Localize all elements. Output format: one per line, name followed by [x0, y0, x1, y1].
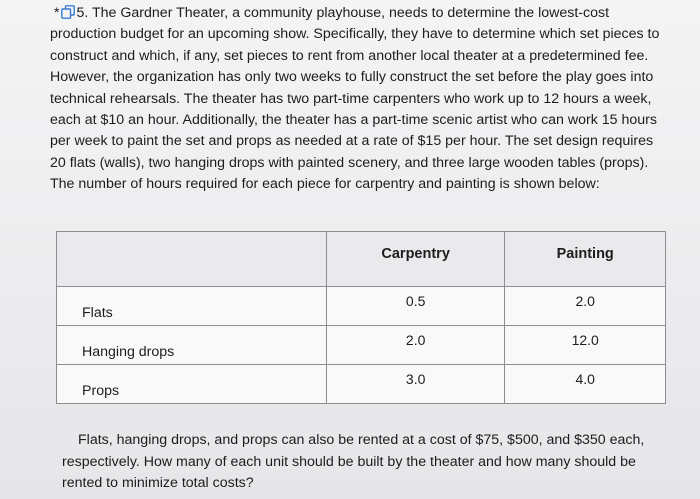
painting-value: 2.0 — [575, 293, 595, 309]
painting-cell — [505, 287, 666, 326]
painting-value: 12.0 — [571, 332, 599, 348]
required-marker: * — [54, 4, 60, 20]
header-empty — [57, 232, 327, 287]
painting-cell — [505, 326, 666, 365]
table-row — [57, 287, 666, 326]
header-painting: Painting — [505, 232, 666, 287]
row-label: Props — [82, 383, 120, 399]
row-label-cell — [57, 326, 327, 365]
copy-icon[interactable] — [61, 5, 75, 19]
carpentry-value: 3.0 — [405, 371, 426, 387]
table-row — [57, 365, 666, 404]
carpentry-cell — [326, 365, 505, 404]
header-carpentry: Carpentry — [326, 232, 505, 287]
carpentry-cell — [326, 287, 505, 326]
carpentry-cell — [326, 326, 505, 365]
problem-paragraph — [50, 2, 662, 196]
painting-cell — [505, 365, 666, 404]
painting-value: 4.0 — [575, 371, 595, 387]
row-label-cell — [57, 287, 327, 326]
rental-question — [62, 430, 662, 495]
carpentry-value: 0.5 — [405, 293, 426, 309]
carpentry-value: 2.0 — [405, 332, 426, 348]
problem-number: 5. — [76, 5, 89, 21]
problem-text: The Gardner Theater, a community playhouse, needs to determine the lowest-cost production budget for an upcoming show. Specifically, they have to determine which set pieces to construct and which, if any, set pieces to rent from another local theater at a predetermined fee. However, the organization has only two weeks to fully construct the set before the play goes into technical rehearsals. The theater has two part-time carpenters who work up to 12 hours a week, each at $10 an hour. Additionally, the theater has a part-time scenic artist who can work 15 hours per week to paint the set and props as needed at a rate of $15 per hour. The set design requires 20 flats (walls), two hanging drops with painted scenery, and three large wooden tables (props). The number of hours required for each piece for carpentry and painting is shown below: — [50, 5, 660, 193]
row-label-cell — [57, 365, 327, 404]
rental-question-text: Flats, hanging drops, and props can also be rented at a cost of $75, $500, and $350 each, respectively. How many of each unit should be built by the theater and how many should be rented to minimize total costs? — [62, 432, 645, 491]
row-label: Hanging drops — [82, 344, 175, 360]
problem-statement — [50, 2, 662, 196]
hours-table — [56, 231, 666, 404]
table-row — [57, 326, 666, 365]
table-header-row — [57, 232, 666, 287]
row-label: Flats — [82, 305, 113, 321]
